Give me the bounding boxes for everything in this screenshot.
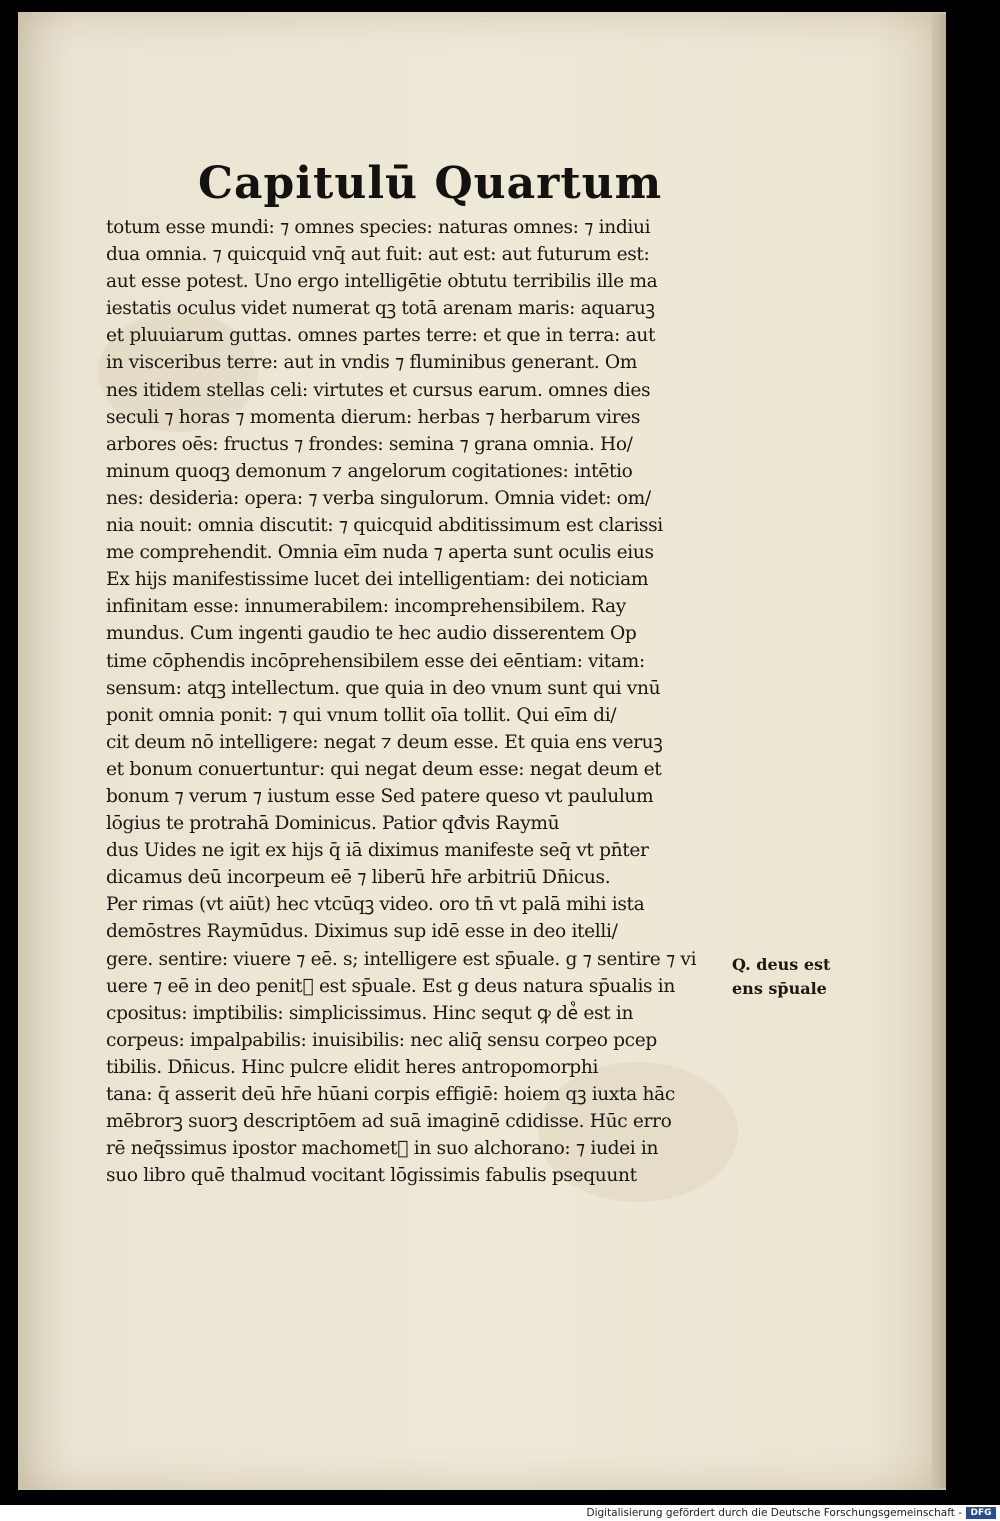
text-line: demōstres Raymūdus. Diximus sup idē esse in deo itelli/ bbox=[106, 921, 618, 943]
page-edge bbox=[932, 14, 946, 1488]
text-line: et bonum conuertuntur: qui negat deum esse: negat deum et bbox=[106, 758, 662, 780]
text-line: aut esse potest. Uno ergo intelligētie obtutu terribilis ille ma bbox=[106, 271, 658, 293]
text-line: tibilis. Dn̄icus. Hinc pulcre elidit heres antropomorphi bbox=[106, 1056, 599, 1078]
text-line: rē neq̄ssimus ipostor machomet᷒ in suo alchorano: ⁊ iudei in bbox=[106, 1138, 659, 1160]
text-line: nia nouit: omnia discutit: ⁊ quicquid abditissimum est clarissi bbox=[106, 515, 663, 537]
text-line: iestatis oculus videt numerat qꝫ totā arenam maris: aquaruꝫ bbox=[106, 298, 655, 320]
text-line: in visceribus terre: aut in vndis ⁊ fluminibus generant. Om bbox=[106, 352, 638, 374]
margin-note bbox=[732, 953, 831, 1001]
text-line: dus Uides ne igit ex hijs q̄ iā diximus manifeste seq̄ vt pn̄ter bbox=[106, 840, 649, 862]
text-line: mēbrorꝫ suorꝫ descriptōem ad suā imaginē cdidisse. Hūc erro bbox=[106, 1111, 672, 1133]
text-line: seculi ⁊ horas ⁊ momenta dierum: herbas ⁊ herbarum vires bbox=[106, 406, 641, 428]
text-line: sensum: atqꝫ intellectum. que quia in deo vnum sunt qui vnū bbox=[106, 677, 661, 699]
text-line: gere. sentire: viuere ⁊ eē. s; intelligere est sp̄uale. g ⁊ sentire ⁊ vi bbox=[106, 948, 697, 970]
text-line: arbores oēs: fructus ⁊ frondes: semina ⁊ grana omnia. Ho/ bbox=[106, 433, 633, 455]
text-line: dua omnia. ⁊ quicquid vnq̄ aut fuit: aut est: aut futurum est: bbox=[106, 244, 650, 266]
text-line: bonum ⁊ verum ⁊ iustum esse Sed patere queso vt paululum bbox=[106, 785, 654, 807]
text-line: nes itidem stellas celi: virtutes et cursus earum. omnes dies bbox=[106, 379, 651, 401]
text-line: dicamus deū incorpeum eē ⁊ liberū hr̄e arbitriū Dn̄icus. bbox=[106, 867, 611, 889]
text-line: me comprehendit. Omnia eīm nuda ⁊ aperta sunt oculis eius bbox=[106, 542, 654, 564]
text-line: cit deum nō intelligere: negat ⁊ deum esse. Et quia ens veruꝫ bbox=[106, 731, 663, 753]
text-line: ponit omnia ponit: ⁊ qui vnum tollit oīa tollit. Qui eīm di/ bbox=[106, 704, 617, 726]
text-line: totum esse mundi: ⁊ omnes species: naturas omnes: ⁊ indiui bbox=[106, 217, 651, 238]
text-line: Per rimas (vt aiūt) hec vtcūqꝫ video. oro tn̄ vt palā mihi ista bbox=[106, 894, 645, 916]
text-line: mundus. Cum ingenti gaudio te hec audio disserentem Op bbox=[106, 623, 637, 645]
footer-credit: Digitalisierung gefördert durch die Deutsche Forschungsgemeinschaft - bbox=[586, 1507, 962, 1519]
text-line: corpeus: impalpabilis: inuisibilis: nec aliq̄ sensu corpeo pcep bbox=[106, 1029, 657, 1051]
text-line: nes: desideria: opera: ⁊ verba singulorum. Omnia videt: om/ bbox=[106, 487, 651, 509]
text-line: et pluuiarum guttas. omnes partes terre: et que in terra: aut bbox=[106, 325, 656, 347]
body-text bbox=[106, 214, 730, 1189]
text-line: time cōphendis incōprehensibilem esse dei eēntiam: vitam: bbox=[106, 650, 645, 672]
text-line: minum quoqꝫ demonum ⁊ angelorum cogitationes: intētio bbox=[106, 460, 633, 482]
margin-note-line: Q. deus est bbox=[732, 955, 831, 974]
dfg-logo: DFG bbox=[966, 1507, 996, 1519]
text-line: suo libro quē thalmud vocitant lōgissimis fabulis psequunt bbox=[106, 1165, 637, 1187]
text-line: lōgius te protrahā Dominicus. Patior qđvis Raymū bbox=[106, 813, 560, 835]
text-line: Ex hijs manifestissime lucet dei intelligentiam: dei noticiam bbox=[106, 569, 649, 591]
text-line: uere ⁊ eē in deo penit᷒ est sp̄uale. Est g deus natura sp̄ualis in bbox=[106, 975, 676, 997]
margin-note-line: ens sp̄uale bbox=[732, 979, 827, 998]
text-line: infinitam esse: innumerabilem: incomprehensibilem. Ray bbox=[106, 596, 626, 618]
text-line: tana: q̄ asserit deū hr̄e hūani corpis effigiē: hoiem qꝫ iuxta hāc bbox=[106, 1084, 675, 1105]
text-line: cpositus: imptibilis: simplicissimus. Hinc sequt ꝙ de᷒ est in bbox=[106, 1002, 634, 1024]
chapter-title: Capitulū Quartum bbox=[198, 158, 663, 209]
